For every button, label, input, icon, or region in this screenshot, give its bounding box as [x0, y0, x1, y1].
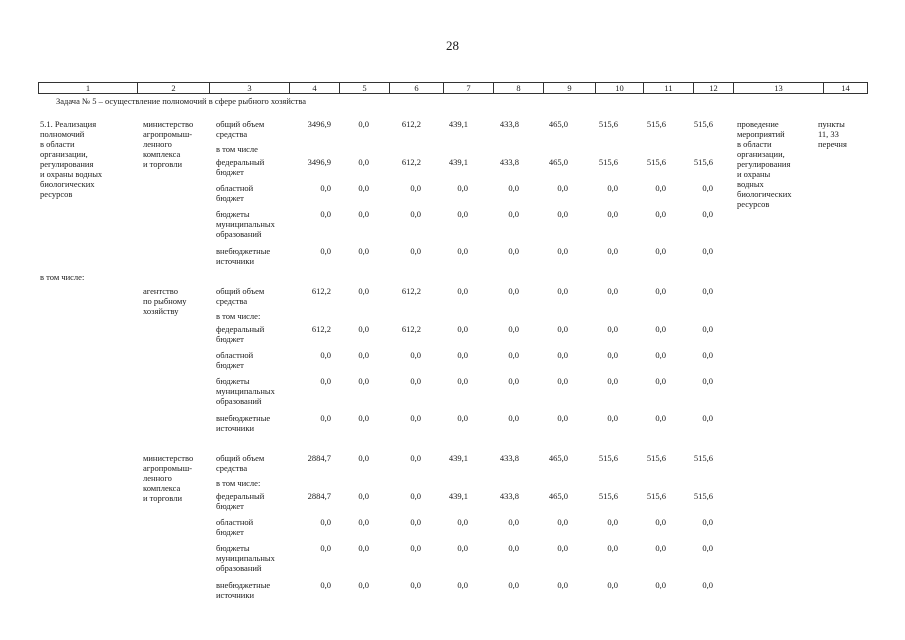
amount-cell: 0,0 — [702, 413, 713, 423]
header-col-6: 6 — [389, 83, 443, 93]
amount-cell: 0,0 — [320, 183, 331, 193]
amount-cell: 0,0 — [607, 350, 618, 360]
amount-cell: 0,0 — [702, 286, 713, 296]
funding-source-label: внебюджетные источники — [216, 246, 271, 266]
expected-result: проведение мероприятий в области организации, регулирования и охраны водных биологических ресурсов — [737, 119, 792, 209]
amount-cell: 0,0 — [358, 413, 369, 423]
amount-cell: 0,0 — [410, 246, 421, 256]
amount-cell: 0,0 — [358, 324, 369, 334]
amount-cell: 0,0 — [655, 324, 666, 334]
amount-cell: 0,0 — [655, 376, 666, 386]
amount-cell: 515,6 — [598, 157, 618, 167]
amount-cell: 0,0 — [702, 543, 713, 553]
header-col-5: 5 — [339, 83, 389, 93]
funding-source-label: федеральный бюджет — [216, 157, 265, 177]
amount-cell: 0,0 — [607, 376, 618, 386]
amount-cell: 0,0 — [508, 413, 519, 423]
header-col-12: 12 — [693, 83, 733, 93]
amount-cell: 0,0 — [557, 286, 568, 296]
amount-cell: 0,0 — [702, 517, 713, 527]
funding-source-label: внебюджетные источники — [216, 580, 271, 600]
amount-cell: 0,0 — [358, 183, 369, 193]
amount-cell: 515,6 — [693, 491, 713, 501]
amount-cell: 0,0 — [702, 324, 713, 334]
amount-cell: 515,6 — [646, 491, 666, 501]
amount-cell: 0,0 — [607, 413, 618, 423]
amount-cell: 2884,7 — [307, 453, 331, 463]
amount-cell: 0,0 — [557, 517, 568, 527]
amount-cell: 0,0 — [457, 543, 468, 553]
amount-cell: 0,0 — [557, 350, 568, 360]
amount-cell: 433,8 — [499, 157, 519, 167]
amount-cell: 0,0 — [320, 413, 331, 423]
amount-cell: 0,0 — [410, 376, 421, 386]
amount-cell: 0,0 — [557, 376, 568, 386]
amount-cell: 0,0 — [702, 246, 713, 256]
amount-cell: 0,0 — [508, 580, 519, 590]
amount-cell: 0,0 — [702, 376, 713, 386]
amount-cell: 515,6 — [598, 491, 618, 501]
amount-cell: 0,0 — [508, 324, 519, 334]
amount-cell: 439,1 — [448, 491, 468, 501]
amount-cell: 0,0 — [607, 324, 618, 334]
funding-source-label: федеральный бюджет — [216, 491, 265, 511]
amount-cell: 439,1 — [448, 119, 468, 129]
amount-cell: 0,0 — [457, 580, 468, 590]
amount-cell: 0,0 — [655, 580, 666, 590]
amount-cell: 0,0 — [358, 350, 369, 360]
funding-source-label: общий объем средства — [216, 286, 265, 306]
header-col-8: 8 — [493, 83, 543, 93]
amount-cell: 0,0 — [410, 413, 421, 423]
amount-cell: 0,0 — [508, 183, 519, 193]
amount-cell: 612,2 — [401, 119, 421, 129]
amount-cell: 3496,9 — [307, 119, 331, 129]
amount-cell: 0,0 — [607, 209, 618, 219]
amount-cell: 0,0 — [358, 580, 369, 590]
amount-cell: 0,0 — [655, 209, 666, 219]
header-col-3: 3 — [209, 83, 289, 93]
amount-cell: 0,0 — [457, 517, 468, 527]
amount-cell: 612,2 — [401, 286, 421, 296]
amount-cell: 0,0 — [702, 580, 713, 590]
funding-source-label: в том числе — [216, 144, 258, 154]
amount-cell: 0,0 — [508, 209, 519, 219]
funding-source-label: областной бюджет — [216, 183, 254, 203]
funding-source-label: областной бюджет — [216, 350, 254, 370]
amount-cell: 515,6 — [598, 119, 618, 129]
amount-cell: 0,0 — [358, 543, 369, 553]
amount-cell: 515,6 — [646, 453, 666, 463]
amount-cell: 0,0 — [508, 286, 519, 296]
amount-cell: 0,0 — [557, 324, 568, 334]
amount-cell: 0,0 — [410, 491, 421, 501]
amount-cell: 0,0 — [358, 209, 369, 219]
amount-cell: 0,0 — [557, 543, 568, 553]
funding-source-label: областной бюджет — [216, 517, 254, 537]
header-col-14: 14 — [823, 83, 867, 93]
amount-cell: 0,0 — [702, 209, 713, 219]
funding-source-label: в том числе: — [216, 311, 261, 321]
executor-label: агентство по рыбному хозяйству — [143, 286, 187, 316]
funding-source-label: общий объем средства — [216, 453, 265, 473]
amount-cell: 0,0 — [457, 413, 468, 423]
amount-cell: 0,0 — [457, 350, 468, 360]
plan-reference: пункты 11, 33 перечня — [818, 119, 847, 149]
funding-source-label: общий объем средства — [216, 119, 265, 139]
header-col-10: 10 — [595, 83, 643, 93]
header-col-9: 9 — [543, 83, 595, 93]
amount-cell: 0,0 — [557, 413, 568, 423]
amount-cell: 515,6 — [646, 119, 666, 129]
amount-cell: 0,0 — [358, 376, 369, 386]
amount-cell: 439,1 — [448, 453, 468, 463]
amount-cell: 0,0 — [457, 209, 468, 219]
amount-cell: 0,0 — [320, 517, 331, 527]
funding-source-label: бюджеты муниципальных образований — [216, 209, 275, 239]
amount-cell: 433,8 — [499, 119, 519, 129]
amount-cell: 0,0 — [557, 246, 568, 256]
amount-cell: 0,0 — [557, 183, 568, 193]
task-title: Задача № 5 – осуществление полномочий в сфере рыбного хозяйства — [56, 96, 307, 106]
amount-cell: 0,0 — [410, 580, 421, 590]
header-col-4: 4 — [289, 83, 339, 93]
amount-cell: 0,0 — [607, 183, 618, 193]
funding-source-label: в том числе: — [216, 478, 261, 488]
amount-cell: 515,6 — [646, 157, 666, 167]
funding-source-label: бюджеты муниципальных образований — [216, 543, 275, 573]
amount-cell: 0,0 — [607, 246, 618, 256]
amount-cell: 0,0 — [410, 209, 421, 219]
amount-cell: 0,0 — [320, 209, 331, 219]
table-header-row — [38, 82, 868, 94]
amount-cell: 0,0 — [607, 543, 618, 553]
amount-cell: 0,0 — [457, 246, 468, 256]
amount-cell: 0,0 — [655, 543, 666, 553]
amount-cell: 465,0 — [548, 119, 568, 129]
amount-cell: 0,0 — [358, 286, 369, 296]
amount-cell: 515,6 — [693, 157, 713, 167]
page-number: 28 — [446, 38, 459, 53]
amount-cell: 612,2 — [311, 286, 331, 296]
amount-cell: 439,1 — [448, 157, 468, 167]
amount-cell: 0,0 — [320, 350, 331, 360]
amount-cell: 515,6 — [693, 119, 713, 129]
amount-cell: 0,0 — [702, 350, 713, 360]
amount-cell: 0,0 — [557, 580, 568, 590]
measure-name: 5.1. Реализация полномочий в области организации, регулирования и охраны водных биологических ресурсов — [40, 119, 103, 199]
header-col-11: 11 — [643, 83, 693, 93]
amount-cell: 0,0 — [320, 543, 331, 553]
amount-cell: 0,0 — [457, 183, 468, 193]
amount-cell: 0,0 — [320, 580, 331, 590]
header-col-1: 1 — [85, 83, 91, 93]
amount-cell: 0,0 — [508, 376, 519, 386]
amount-cell: 0,0 — [410, 453, 421, 463]
amount-cell: 2884,7 — [307, 491, 331, 501]
amount-cell: 0,0 — [655, 286, 666, 296]
funding-source-label: внебюджетные источники — [216, 413, 271, 433]
amount-cell: 612,2 — [401, 324, 421, 334]
amount-cell: 0,0 — [607, 580, 618, 590]
amount-cell: 0,0 — [320, 376, 331, 386]
amount-cell: 0,0 — [410, 183, 421, 193]
amount-cell: 0,0 — [702, 183, 713, 193]
amount-cell: 0,0 — [655, 183, 666, 193]
amount-cell: 0,0 — [320, 246, 331, 256]
amount-cell: 0,0 — [607, 517, 618, 527]
amount-cell: 0,0 — [410, 350, 421, 360]
amount-cell: 433,8 — [499, 491, 519, 501]
amount-cell: 0,0 — [508, 517, 519, 527]
amount-cell: 612,2 — [401, 157, 421, 167]
header-col-7: 7 — [443, 83, 493, 93]
in-that-number-label: в том числе: — [40, 272, 85, 282]
amount-cell: 0,0 — [655, 413, 666, 423]
amount-cell: 465,0 — [548, 453, 568, 463]
amount-cell: 0,0 — [358, 246, 369, 256]
header-col-2: 2 — [137, 83, 209, 93]
amount-cell: 0,0 — [457, 324, 468, 334]
header-col-13: 13 — [733, 83, 823, 93]
amount-cell: 0,0 — [358, 491, 369, 501]
amount-cell: 515,6 — [693, 453, 713, 463]
amount-cell: 0,0 — [358, 517, 369, 527]
funding-source-label: федеральный бюджет — [216, 324, 265, 344]
amount-cell: 0,0 — [358, 119, 369, 129]
amount-cell: 0,0 — [655, 350, 666, 360]
funding-source-label: бюджеты муниципальных образований — [216, 376, 275, 406]
amount-cell: 0,0 — [557, 209, 568, 219]
amount-cell: 0,0 — [508, 350, 519, 360]
amount-cell: 0,0 — [655, 246, 666, 256]
amount-cell: 0,0 — [410, 517, 421, 527]
amount-cell: 465,0 — [548, 157, 568, 167]
amount-cell: 612,2 — [311, 324, 331, 334]
amount-cell: 0,0 — [410, 543, 421, 553]
amount-cell: 433,8 — [499, 453, 519, 463]
amount-cell: 0,0 — [607, 286, 618, 296]
amount-cell: 0,0 — [655, 517, 666, 527]
amount-cell: 0,0 — [457, 286, 468, 296]
amount-cell: 465,0 — [548, 491, 568, 501]
amount-cell: 515,6 — [598, 453, 618, 463]
amount-cell: 3496,9 — [307, 157, 331, 167]
amount-cell: 0,0 — [457, 376, 468, 386]
amount-cell: 0,0 — [508, 543, 519, 553]
amount-cell: 0,0 — [508, 246, 519, 256]
amount-cell: 0,0 — [358, 157, 369, 167]
executor-label: министерство агропромыш- ленного комплекса и торговли — [143, 453, 194, 503]
amount-cell: 0,0 — [358, 453, 369, 463]
executor-label: министерство агропромыш- ленного комплекса и торговли — [143, 119, 194, 169]
